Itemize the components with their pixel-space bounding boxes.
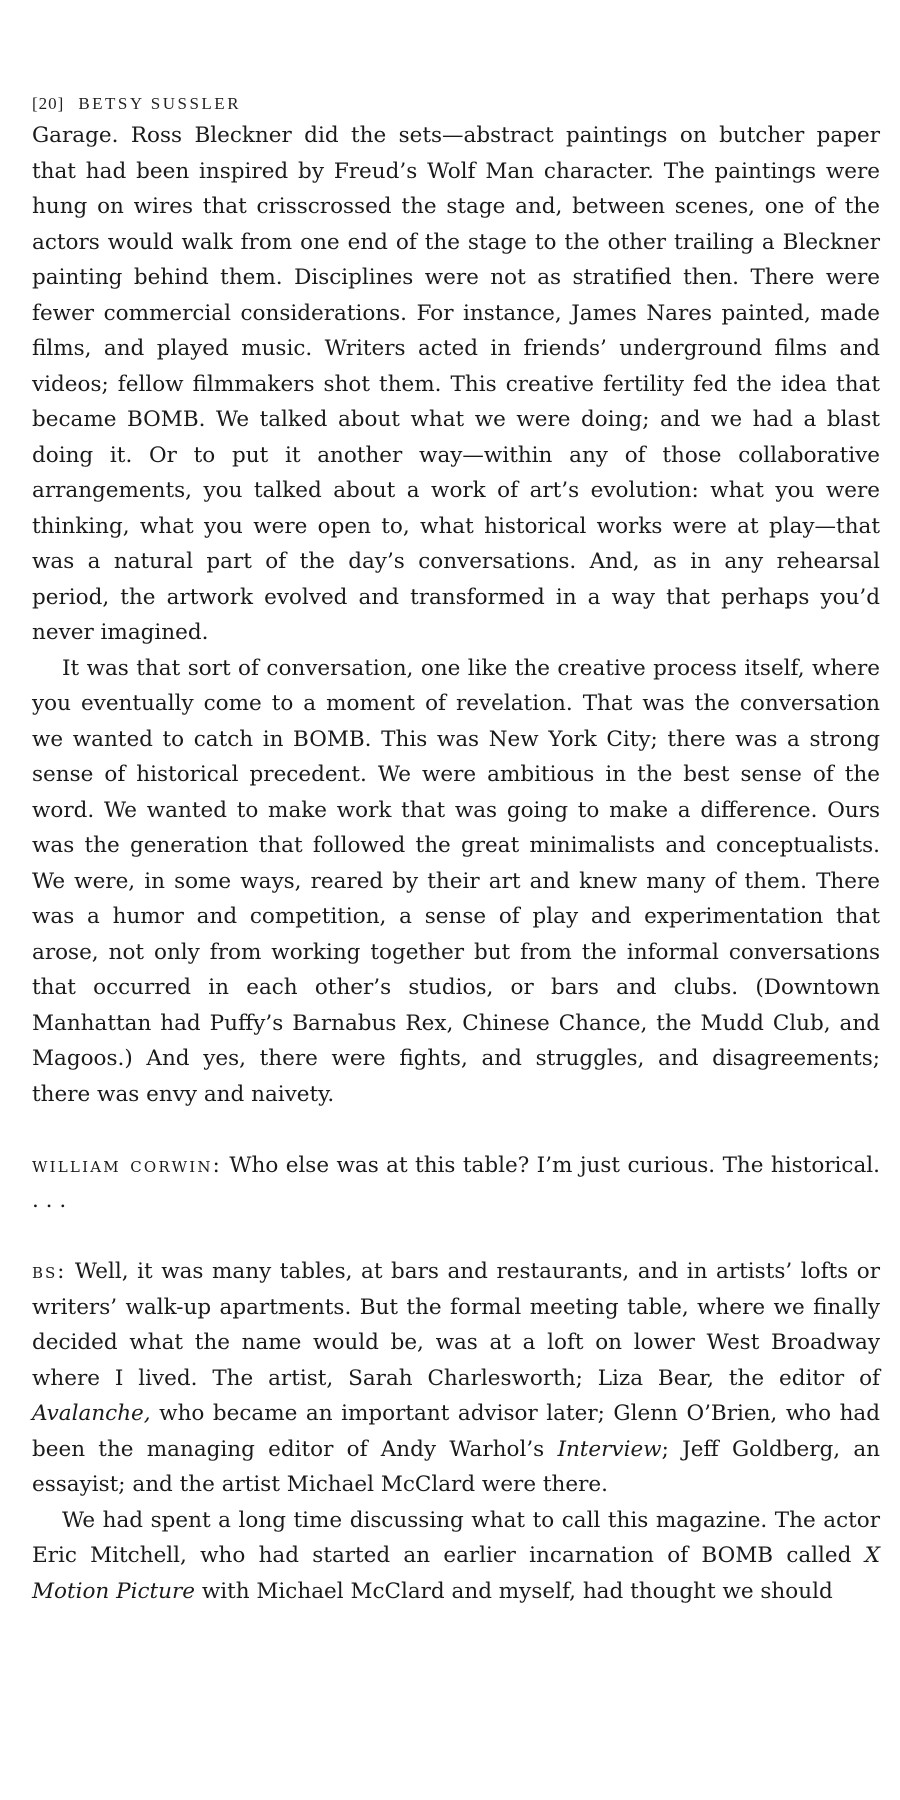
speaker-william-corwin: william corwin: [32,1152,222,1177]
paragraph-4-text-c: ; Jeff Goldberg, an essayist; and the artist Michael McClard were there. [32,1436,881,1497]
speaker-bs: bs: [32,1259,67,1283]
running-head [32,94,880,114]
paragraph-4-bs-answer [32,1254,880,1503]
paragraph-4-text-a: Well, it was many tables, at bars and restaurants, and in artists’ lofts or writers’ walk-up apartments. But the formal meeting table, where we finally decided what the name would be, was at a loft on lower West Broadway where I lived. The artist, Sarah Charlesworth; Liza Bear, the editor of [32,1259,880,1391]
paragraph-1: Garage. Ross Bleckner did the sets—abstract paintings on butcher paper that had been inspired by Freud’s Wolf Man character. The paintings were hung on wires that crisscrossed the stage and, between scenes, one of the actors would walk from one end of the stage to the other trailing a Bleckner painting behind them. Disciplines were not as stratified then. There were fewer commercial considerations. For instance, James Nares painted, made films, and played music. Writers acted in friends’ underground films and videos; fellow filmmakers shot them. This creative fertility fed the idea that became BOMB. We talked about what we were doing; and we had a blast doing it. Or to put it another way—within any of those collaborative arrangements, you talked about a work of art’s evolution: what you were thinking, what you were open to, what historical works were at play—that was a natural part of the day’s conversations. And, as in any rehearsal period, the artwork evolved and transformed in a way that perhaps you’d never imagined. [32,123,880,645]
running-head-author: BETSY SUSSLER [78,94,242,113]
book-page [32,94,880,1609]
page-number: [20] [32,94,65,113]
italic-x-motion-picture: X Motion Picture [32,1543,880,1604]
italic-avalanche: Avalanche, [32,1401,151,1426]
paragraph-4-text-b: who became an important advisor later; Glenn O’Brien, who had been the managing editor of Andy Warhol’s [32,1401,880,1462]
paragraph-5-text-b: with Michael McClard and myself, had thought we should [194,1578,833,1604]
paragraph-5 [32,1503,880,1610]
paragraph-3-text: Who else was at this table? I’m just curious. The historical. . . . [32,1152,880,1213]
paragraph-2: It was that sort of conversation, one like the creative process itself, where you eventually come to a moment of revelation. That was the conversation we wanted to catch in BOMB. This was New York City; there was a strong sense of historical precedent. We were ambitious in the best sense of the word. We wanted to make work that was going to make a difference. Ours was the generation that followed the great minimalists and conceptualists. We were, in some ways, reared by their art and knew many of them. There was a humor and competition, a sense of play and experimentation that arose, not only from working together but from the informal conversations that occurred in each other’s studios, or bars and clubs. (Downtown Manhattan had Puffy’s Barnabus Rex, Chinese Chance, the Mudd Club, and Magoos.) And yes, there were fights, and struggles, and disagreements; there was envy and naivety. [32,655,880,1107]
body-text [32,118,880,1609]
italic-interview: Interview [557,1436,662,1462]
paragraph-5-text-a: We had spent a long time discussing what to call this magazine. The actor Eric Mitchell, who had started an earlier incarnation of BOMB called [32,1507,880,1568]
paragraph-3-corwin-question [32,1148,880,1219]
